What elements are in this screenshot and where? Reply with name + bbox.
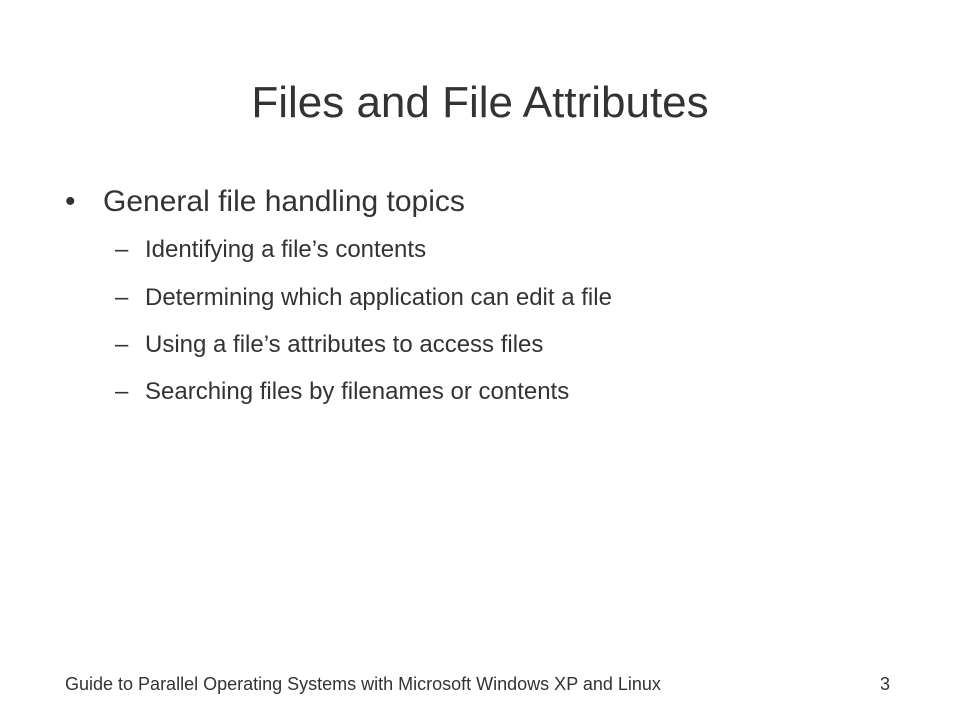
sub-bullet-text: Determining which application can edit a file bbox=[145, 284, 612, 311]
sub-bullet-marker: – bbox=[115, 236, 129, 263]
page-number: 3 bbox=[879, 674, 890, 694]
sub-bullet-text: Using a file’s attributes to access files bbox=[145, 331, 544, 358]
slide-title: Files and File Attributes bbox=[251, 78, 709, 127]
sub-bullet-marker: – bbox=[115, 378, 129, 405]
sub-bullet-marker: – bbox=[115, 284, 129, 311]
bullet-marker: • bbox=[65, 185, 76, 218]
bullet-text: General file handling topics bbox=[103, 185, 465, 218]
sub-bullet-marker: – bbox=[115, 331, 129, 358]
sub-bullet-text: Identifying a file’s contents bbox=[145, 236, 427, 263]
slide-footer: Guide to Parallel Operating Systems with Microsoft Windows XP and Linux bbox=[65, 674, 661, 694]
sub-bullet-text: Searching files by filenames or contents bbox=[145, 378, 570, 405]
